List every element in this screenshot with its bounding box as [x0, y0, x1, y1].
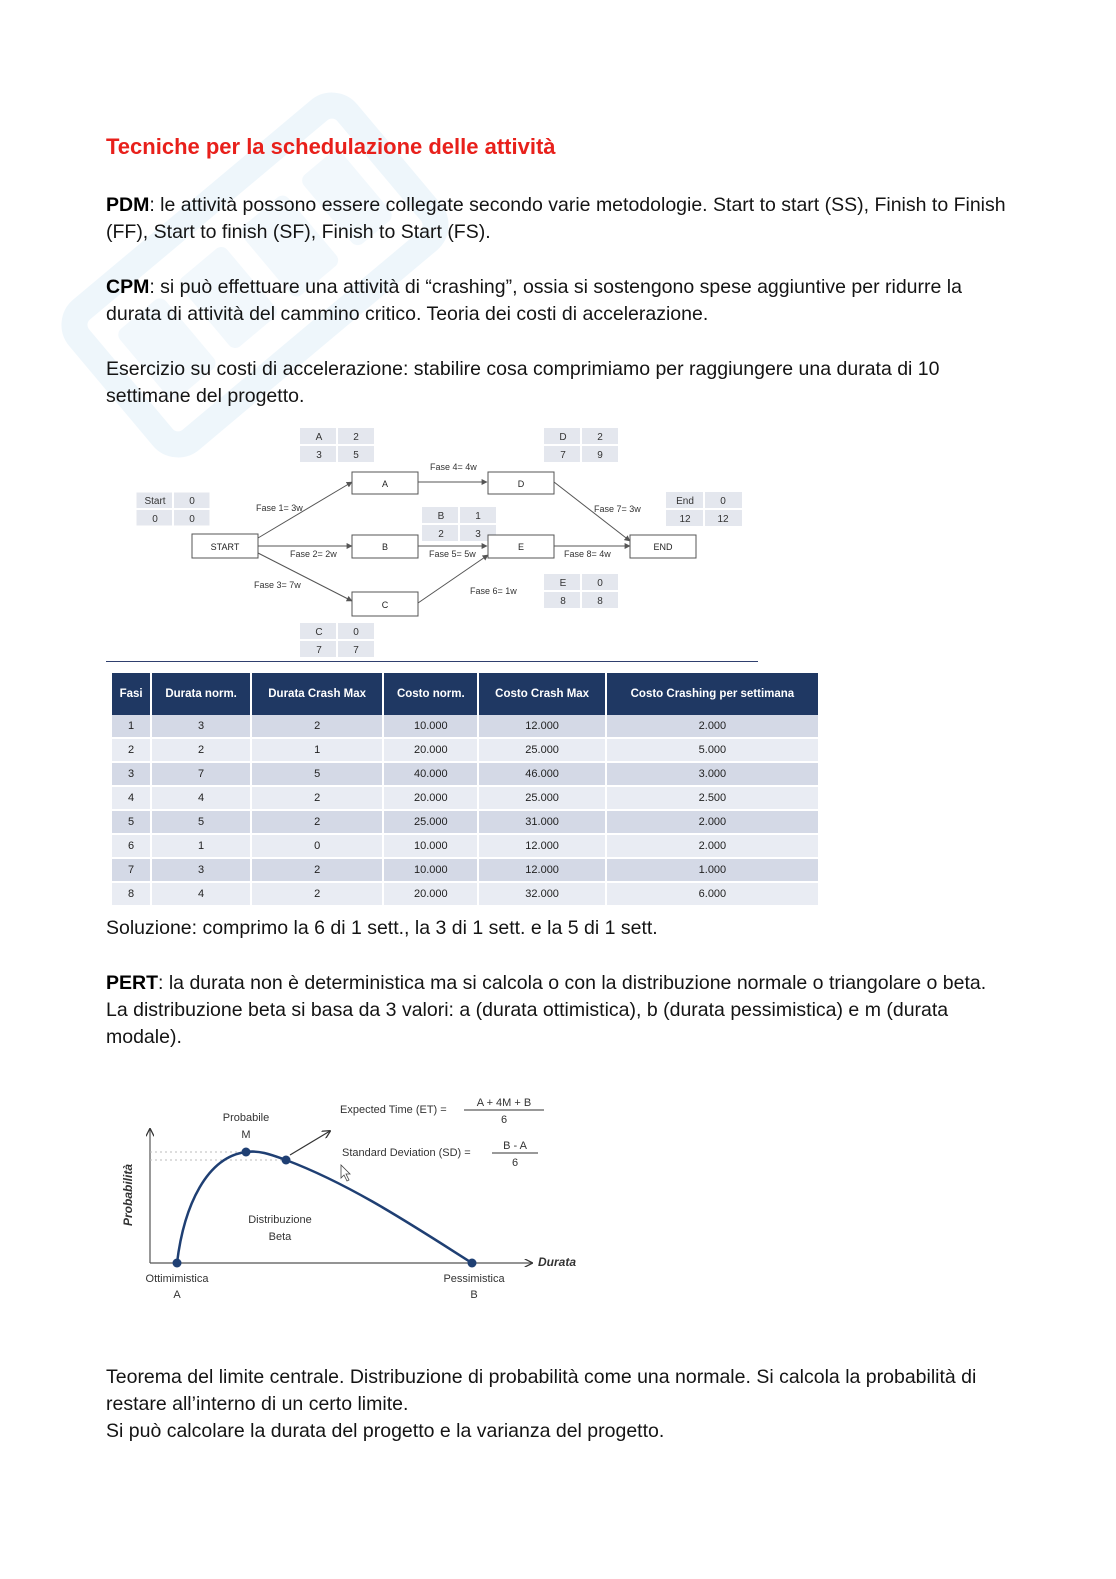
arrow-f3 [258, 553, 352, 601]
point-sd [282, 1156, 291, 1165]
cpm-label: CPM [106, 276, 150, 298]
phase-label-6: Fase 6= 1w [470, 586, 517, 596]
pointer-arrow [290, 1131, 330, 1155]
box-b-v3: 3 [475, 529, 481, 540]
cell: 1 [252, 739, 382, 763]
label-b: B [470, 1289, 478, 1301]
box-a-name: A [315, 432, 323, 443]
box-e-v2: 8 [560, 596, 566, 607]
cell: 2 [252, 883, 382, 907]
cell: 6 [112, 835, 150, 859]
info-box-a [300, 428, 374, 462]
box-b-v2: 2 [438, 529, 444, 540]
cell: 2.000 [607, 715, 818, 739]
cell: 12.000 [479, 835, 604, 859]
phase-label-4: Fase 4= 4w [430, 462, 477, 472]
box-start-v1: 0 [189, 496, 195, 507]
et-denominator: 6 [500, 1114, 508, 1126]
box-start-v3: 0 [189, 514, 195, 525]
box-c-v2: 7 [316, 645, 322, 656]
col-costo-crashing-settimana: Costo Crashing per settimana [607, 673, 818, 715]
box-end-name: End [676, 496, 694, 507]
cpm-paragraph [106, 274, 1006, 328]
et-label: Expected Time (ET) = [340, 1104, 447, 1116]
label-distribuzione: Distribuzione [248, 1214, 312, 1226]
mouse-cursor-icon [341, 1165, 350, 1181]
box-end-v1: 0 [720, 496, 726, 507]
cell: 3 [152, 859, 250, 883]
table-row [112, 787, 818, 811]
cell: 2 [252, 715, 382, 739]
network-diagram [130, 425, 770, 665]
box-a-v2: 3 [316, 450, 322, 461]
cell: 20.000 [384, 883, 477, 907]
box-a-v1: 2 [353, 432, 359, 443]
sd-denominator: 6 [511, 1157, 519, 1169]
info-box-start [136, 492, 210, 526]
cell: 2.000 [607, 835, 818, 859]
table-row [112, 883, 818, 907]
table-row [112, 835, 818, 859]
box-start-name: Start [144, 496, 166, 507]
beta-distribution-diagram [112, 1085, 592, 1305]
cell: 7 [152, 763, 250, 787]
pert-label: PERT [106, 972, 159, 994]
col-costo-crash-max: Costo Crash Max [479, 673, 604, 715]
teorema-line-1: Teorema del limite centrale. Distribuzione di probabilità come una normale. Si calcola la probabilità di restare all’interno di un certo limite. [106, 1366, 977, 1415]
cell: 40.000 [384, 763, 477, 787]
beta-curve [177, 1152, 472, 1263]
box-c-v3: 7 [353, 645, 359, 656]
box-e-v1: 0 [597, 578, 603, 589]
node-c: C [381, 600, 389, 610]
info-box-c [300, 623, 374, 657]
node-e: E [517, 542, 525, 552]
soluzione-paragraph: Soluzione: comprimo la 6 di 1 sett., la 3 di 1 sett. e la 5 di 1 sett. [106, 917, 658, 939]
cell: 2.000 [607, 811, 818, 835]
phase-label-1: Fase 1= 3w [256, 503, 303, 513]
cell: 12.000 [479, 859, 604, 883]
phase-label-5: Fase 5= 5w [429, 549, 476, 559]
network-nodes [192, 472, 696, 616]
cell: 20.000 [384, 787, 477, 811]
phase-label-2: Fase 2= 2w [290, 549, 337, 559]
cell: 2 [252, 859, 382, 883]
crashing-table [110, 673, 820, 907]
point-a [173, 1259, 182, 1268]
esercizio-paragraph: Esercizio su costi di accelerazione: stabilire cosa comprimiamo per raggiungere una durata di 10 settimane del progetto. [106, 358, 940, 407]
et-numerator: A + 4M + B [476, 1097, 532, 1109]
cell: 2 [112, 739, 150, 763]
table-row [112, 763, 818, 787]
box-d-v3: 9 [597, 450, 603, 461]
cell: 10.000 [384, 835, 477, 859]
box-e-name: E [559, 578, 567, 589]
box-d-v1: 2 [597, 432, 603, 443]
teorema-line-2: Si può calcolare la durata del progetto e la varianza del progetto. [106, 1420, 665, 1442]
point-b [468, 1259, 477, 1268]
pert-text: : la durata non è deterministica ma si calcola o con la distribuzione normale o triangolare o beta. La distribuzione beta si basa da 3 valori: a (durata ottimistica), b (durata pessimistica) e m (durata modale). [106, 972, 987, 1048]
cell: 3.000 [607, 763, 818, 787]
cell: 46.000 [479, 763, 604, 787]
sd-numerator: B - A [503, 1140, 527, 1152]
cell: 4 [112, 787, 150, 811]
box-c-v1: 0 [353, 627, 359, 638]
table-row [112, 859, 818, 883]
cell: 3 [112, 763, 150, 787]
cell: 32.000 [479, 883, 604, 907]
phase-label-7: Fase 7= 3w [594, 504, 641, 514]
info-box-b [422, 507, 496, 541]
page-title: Tecniche per la schedulazione delle attività [106, 134, 556, 159]
col-costo-norm: Costo norm. [384, 673, 477, 715]
cell: 1.000 [607, 859, 818, 883]
crashing-table-wrapper [112, 673, 818, 907]
cell: 5 [252, 763, 382, 787]
box-b-name: B [437, 511, 445, 522]
node-end: END [653, 542, 673, 552]
cell: 5.000 [607, 739, 818, 763]
cell: 1 [152, 835, 250, 859]
table-row [112, 739, 818, 763]
cell: 25.000 [384, 811, 477, 835]
x-axis-label: Durata [538, 1255, 577, 1269]
phase-label-8: Fase 8= 4w [564, 549, 611, 559]
info-box-end [666, 492, 742, 526]
point-m [242, 1148, 251, 1157]
cell: 0 [252, 835, 382, 859]
col-durata-norm: Durata norm. [152, 673, 250, 715]
box-b-v1: 1 [475, 511, 481, 522]
table-row [112, 715, 818, 739]
cell: 31.000 [479, 811, 604, 835]
cell: 20.000 [384, 739, 477, 763]
label-a: A [173, 1289, 181, 1301]
box-e-v3: 8 [597, 596, 603, 607]
label-pessimistica: Pessimistica [443, 1273, 505, 1285]
cell: 1 [112, 715, 150, 739]
cell: 25.000 [479, 739, 604, 763]
label-beta: Beta [268, 1231, 292, 1243]
col-durata-crash-max: Durata Crash Max [252, 673, 382, 715]
label-probabile: Probabile [222, 1112, 270, 1124]
cell: 5 [112, 811, 150, 835]
label-m: M [241, 1129, 251, 1141]
node-b: B [381, 542, 389, 552]
box-end-v2: 12 [679, 514, 691, 525]
node-start: START [210, 542, 240, 552]
cpm-text: : si può effettuare una attività di “crashing”, ossia si sostengono spese aggiuntive per ridurre la durata di attività del cammino critico. Teoria dei costi di accelerazione. [106, 276, 962, 325]
box-start-v2: 0 [152, 514, 158, 525]
cell: 4 [152, 883, 250, 907]
cell: 10.000 [384, 859, 477, 883]
sd-label: Standard Deviation (SD) = [342, 1147, 471, 1159]
pdm-paragraph [106, 192, 1006, 246]
label-ottimistica: Ottimimistica [145, 1273, 209, 1285]
phase-label-3: Fase 3= 7w [254, 580, 301, 590]
y-axis-label: Probabilità [121, 1163, 135, 1227]
box-end-v3: 12 [717, 514, 729, 525]
cell: 12.000 [479, 715, 604, 739]
cell: 5 [152, 811, 250, 835]
cell: 2.500 [607, 787, 818, 811]
cell: 8 [112, 883, 150, 907]
col-fasi: Fasi [112, 673, 150, 715]
table-row [112, 811, 818, 835]
node-d: D [517, 479, 525, 489]
section-divider [106, 661, 758, 662]
box-d-name: D [559, 432, 567, 443]
cell: 10.000 [384, 715, 477, 739]
pdm-text: : le attività possono essere collegate secondo varie metodologie. Start to start (SS), Finish to Finish (FF), Start to finish (SF), Finish to Start (FS). [106, 194, 1006, 243]
cell: 25.000 [479, 787, 604, 811]
cell: 2 [252, 787, 382, 811]
table-header-row [112, 673, 818, 715]
box-a-v3: 5 [353, 450, 359, 461]
box-c-name: C [315, 627, 323, 638]
cell: 4 [152, 787, 250, 811]
info-box-d [544, 428, 618, 462]
cell: 7 [112, 859, 150, 883]
info-box-e [544, 574, 618, 608]
cell: 3 [152, 715, 250, 739]
pdm-label: PDM [106, 194, 150, 216]
cell: 6.000 [607, 883, 818, 907]
cell: 2 [152, 739, 250, 763]
node-a: A [381, 479, 389, 489]
box-d-v2: 7 [560, 450, 566, 461]
cell: 2 [252, 811, 382, 835]
pert-paragraph [106, 970, 1006, 1051]
teorema-paragraph [106, 1364, 1006, 1445]
